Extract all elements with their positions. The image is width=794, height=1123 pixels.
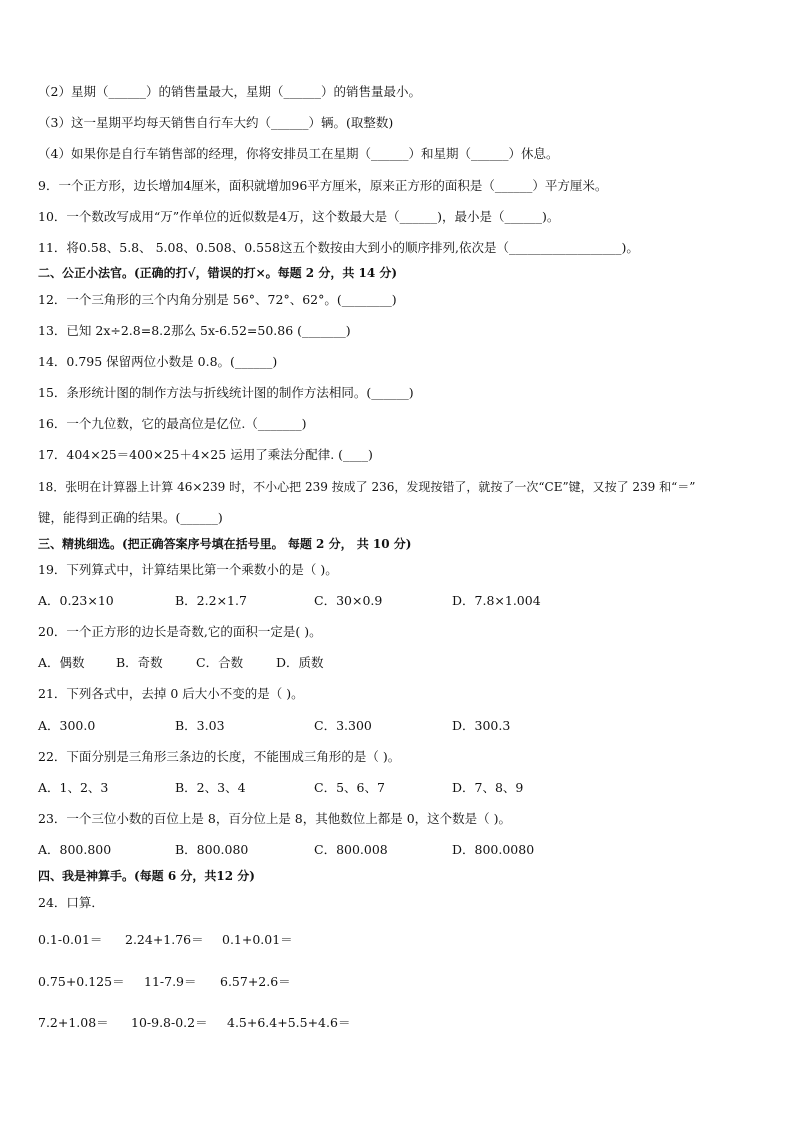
option-c: C．800.008 bbox=[314, 842, 388, 857]
calc-item: 11-7.9＝ bbox=[144, 974, 197, 989]
calc-item: 0.1-0.01＝ bbox=[38, 932, 103, 947]
option-c: C．3.300 bbox=[314, 718, 372, 733]
option-a: A．1、2、3 bbox=[38, 780, 109, 795]
option-c: C．30×0.9 bbox=[314, 593, 383, 608]
calc-item: 2.24+1.76＝ bbox=[125, 932, 204, 947]
question-19: 19．下列算式中，计算结果比第一个乘数小的是（ )。 bbox=[38, 562, 338, 577]
option-d: D．7、8、9 bbox=[452, 780, 524, 795]
calc-item: 10-9.8-0.2＝ bbox=[131, 1015, 208, 1030]
section-2-heading: 二、公正小法官。(正确的打√，错误的打×。每题 2 分，共 14 分) bbox=[38, 266, 398, 280]
calc-item: 4.5+6.4+5.5+4.6＝ bbox=[227, 1015, 351, 1030]
option-d: D．7.8×1.004 bbox=[452, 593, 541, 608]
calc-item: 6.57+2.6＝ bbox=[220, 974, 291, 989]
section-3-heading: 三、精挑细选。(把正确答案序号填在括号里。 每题 2 分， 共 10 分) bbox=[38, 537, 412, 551]
option-b: B．奇数 bbox=[116, 655, 163, 670]
option-b: B．800.080 bbox=[175, 842, 249, 857]
question-24: 24．口算． bbox=[38, 895, 104, 910]
option-a: A．300.0 bbox=[38, 718, 96, 733]
question-10: 10．一个数改写成用“万”作单位的近似数是4万，这个数最大是（______)，最小是（______)。 bbox=[38, 209, 560, 224]
q8-part4: （4）如果你是自行车销售部的经理，你将安排员工在星期（______）和星期（______）休息。 bbox=[38, 146, 559, 161]
section-4-heading: 四、我是神算手。(每题 6 分，共12 分) bbox=[38, 869, 255, 883]
option-d: D．300.3 bbox=[452, 718, 511, 733]
calc-item: 0.75+0.125＝ bbox=[38, 974, 125, 989]
question-18-line1: 18．张明在计算器上计算 46×239 时，不小心把 239 按成了 236，发现按错了，就按了一次“CE”键，又按了 239 和“＝” bbox=[38, 480, 696, 494]
q8-part2: （2）星期（______）的销售量最大，星期（______）的销售量最小。 bbox=[38, 84, 421, 99]
question-22: 22．下面分别是三角形三条边的长度，不能围成三角形的是（ )。 bbox=[38, 749, 401, 764]
question-11: 11．将0.58、5.8、 5.08、0.508、0.558这五个数按由大到小的顺序排列,依次是（__________________)。 bbox=[38, 240, 639, 255]
calc-item: 7.2+1.08＝ bbox=[38, 1015, 109, 1030]
question-13: 13．已知 2x÷2.8=8.2那么 5x-6.52=50.86 (_______) bbox=[38, 323, 351, 338]
question-9: 9．一个正方形，边长增加4厘米，面积就增加96平方厘米，原来正方形的面积是（______）平方厘米。 bbox=[38, 178, 608, 193]
question-14: 14．0.795 保留两位小数是 0.8。(______) bbox=[38, 354, 278, 369]
question-23: 23．一个三位小数的百位上是 8，百分位上是 8，其他数位上都是 0，这个数是（ )。 bbox=[38, 811, 512, 826]
q8-part3: （3）这一星期平均每天销售自行车大约（______）辆。(取整数) bbox=[38, 115, 394, 130]
question-18-line2: 键，能得到正确的结果。(______) bbox=[38, 510, 223, 525]
option-a: A．偶数 bbox=[38, 655, 85, 670]
option-a: A．800.800 bbox=[38, 842, 112, 857]
option-b: B．2、3、4 bbox=[175, 780, 246, 795]
option-c: C．5、6、7 bbox=[314, 780, 385, 795]
question-17: 17．404×25＝400×25＋4×25 运用了乘法分配律. (____) bbox=[38, 447, 373, 462]
question-15: 15．条形统计图的制作方法与折线统计图的制作方法相同。(______) bbox=[38, 385, 414, 400]
question-12: 12．一个三角形的三个内角分别是 56°、72°、62°。(________) bbox=[38, 292, 397, 307]
option-b: B．3.03 bbox=[175, 718, 225, 733]
option-d: D．质数 bbox=[276, 655, 324, 670]
option-b: B．2.2×1.7 bbox=[175, 593, 247, 608]
question-21: 21．下列各式中，去掉 0 后大小不变的是（ )。 bbox=[38, 686, 304, 701]
question-16: 16．一个九位数，它的最高位是亿位.（_______) bbox=[38, 416, 307, 431]
option-a: A．0.23×10 bbox=[38, 593, 114, 608]
option-c: C．合数 bbox=[196, 655, 244, 670]
question-20: 20．一个正方形的边长是奇数,它的面积一定是( )。 bbox=[38, 624, 322, 639]
option-d: D．800.0080 bbox=[452, 842, 535, 857]
calc-item: 0.1+0.01＝ bbox=[222, 932, 293, 947]
